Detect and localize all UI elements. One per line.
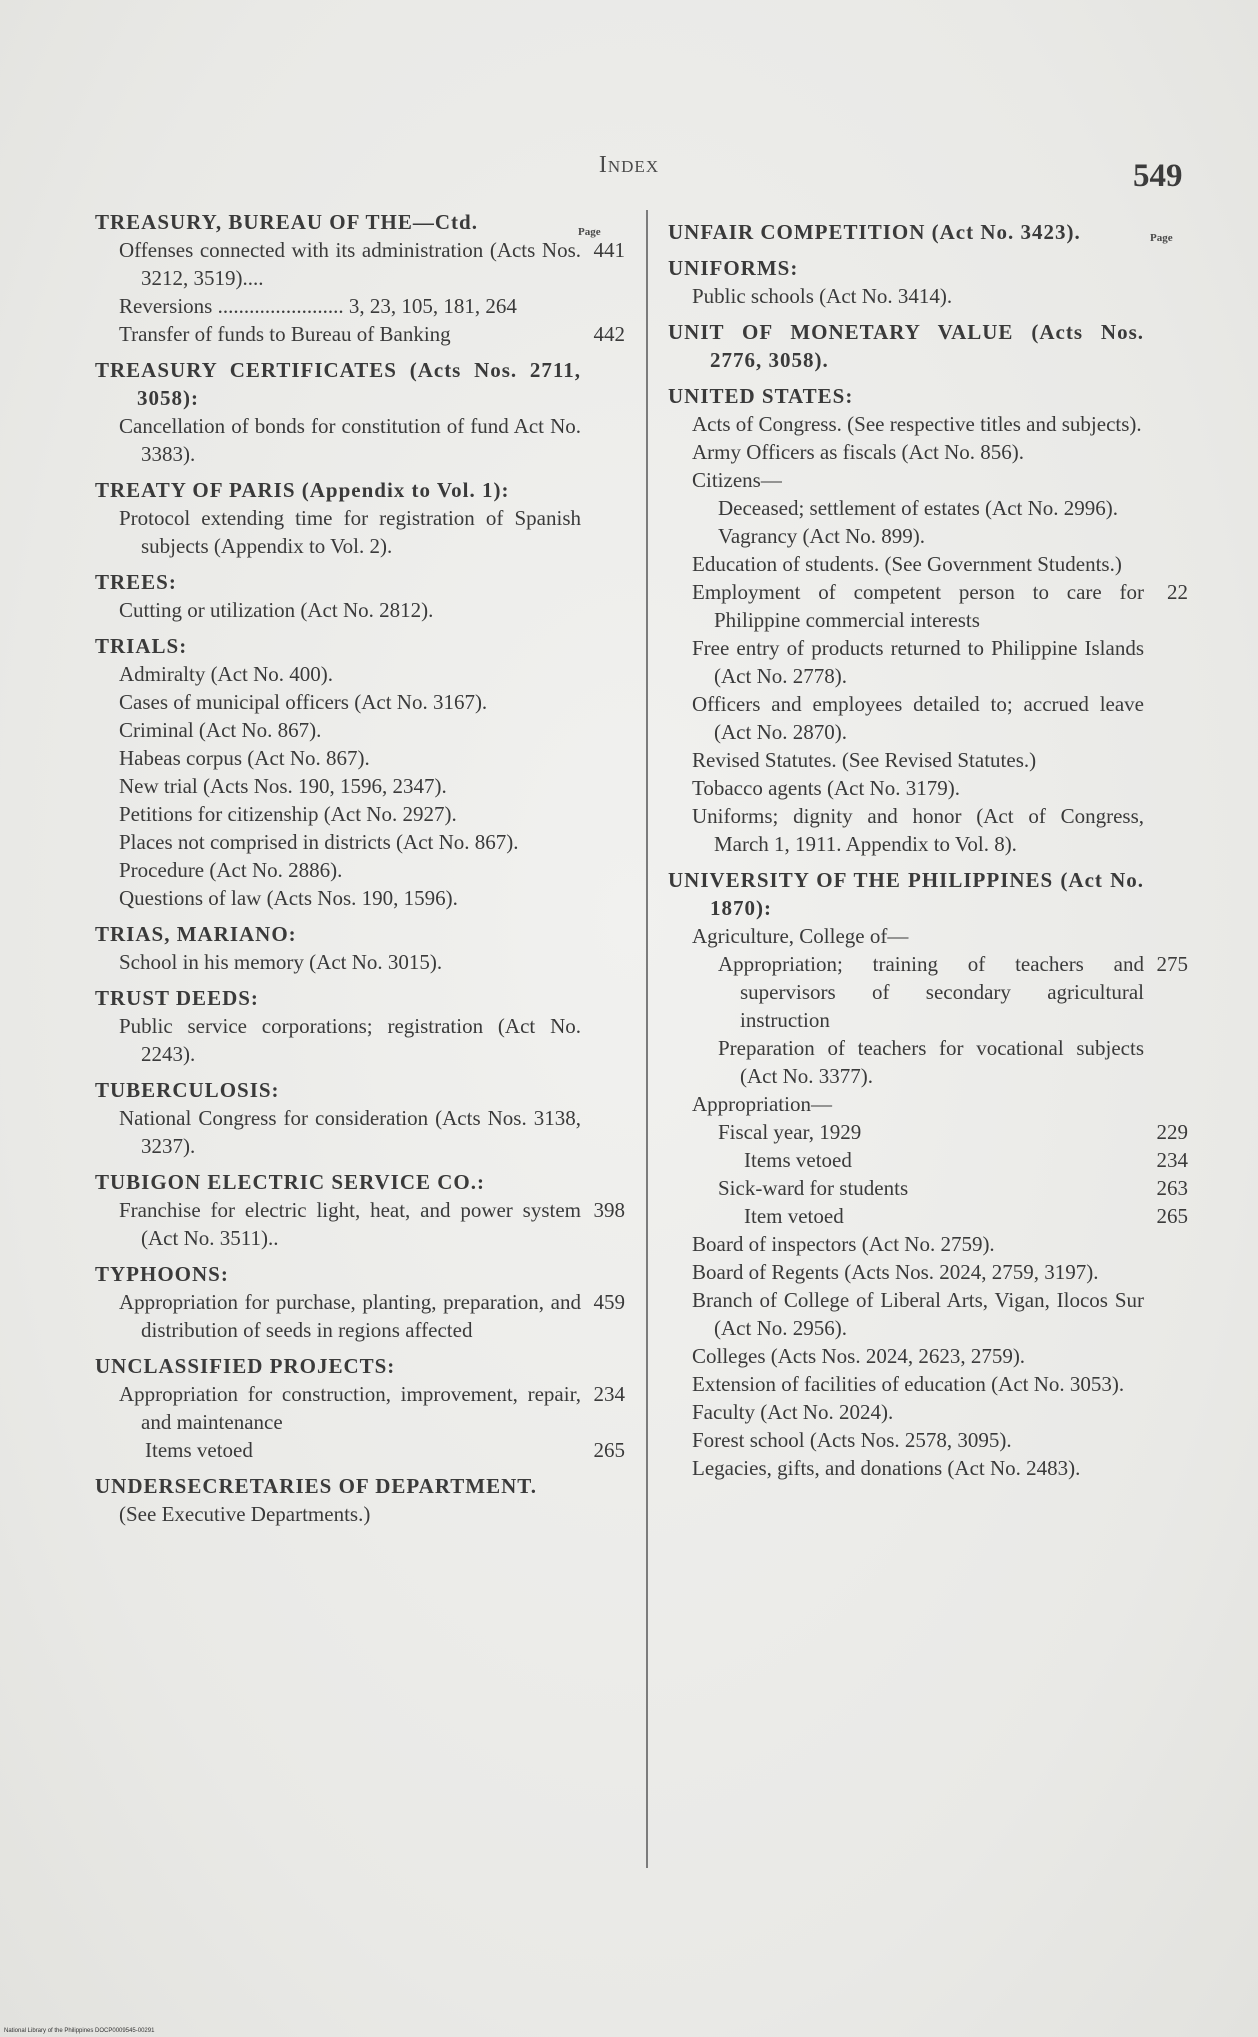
- entry-page-ref: [581, 660, 625, 688]
- index-subentry: [668, 1258, 1188, 1286]
- entry-page-ref: [581, 356, 625, 412]
- index-subentry: [95, 1196, 625, 1252]
- entry-text: TRIALS:: [95, 634, 188, 658]
- entry-page-ref: [581, 1012, 625, 1068]
- entry-page-ref: [1144, 1370, 1188, 1398]
- entry-text: UNIFORMS:: [668, 256, 799, 280]
- entry-text: Board of inspectors (Act No. 2759).: [692, 1232, 995, 1256]
- index-subentry: [668, 802, 1188, 858]
- index-subentry: [668, 1202, 1188, 1230]
- entry-text: Revised Statutes. (See Revised Statutes.): [692, 748, 1037, 772]
- entry-text: Legacies, gifts, and donations (Act No. 2483).: [692, 1456, 1081, 1480]
- index-subentry: [668, 1034, 1188, 1090]
- entry-page-ref: [581, 476, 625, 504]
- index-heading: [95, 632, 625, 660]
- entry-text: TREASURY CERTIFICATES (Acts Nos. 2711, 3058):: [95, 358, 581, 410]
- entry-page-ref: [1144, 282, 1188, 310]
- index-subentry: [668, 1398, 1188, 1426]
- index-subentry: [95, 660, 625, 688]
- index-subentry: [668, 1118, 1188, 1146]
- entry-page-ref: [581, 632, 625, 660]
- entry-text: Offenses connected with its administration (Acts Nos. 3212, 3519)....: [119, 238, 581, 290]
- entry-page-ref: [581, 1260, 625, 1288]
- entry-page-ref: [1144, 1230, 1188, 1258]
- index-subentry: [95, 1104, 625, 1160]
- entry-page-ref: [1144, 866, 1188, 922]
- index-heading: [668, 254, 1188, 282]
- scan-footer: National Library of the Philippines DOCP0009545-00291: [4, 2028, 155, 2034]
- entry-page-ref: [1144, 802, 1188, 858]
- entry-page-ref: 398: [593, 1198, 625, 1222]
- entry-text: UNIT OF MONETARY VALUE (Acts Nos. 2776, 3058).: [668, 320, 1144, 372]
- index-subentry: [95, 1436, 625, 1464]
- index-heading: [95, 1260, 625, 1288]
- entry-text: National Congress for consideration (Acts Nos. 3138, 3237).: [119, 1106, 581, 1158]
- index-subentry: [668, 1426, 1188, 1454]
- entry-text: Item vetoed: [744, 1204, 844, 1228]
- entry-page-ref: [581, 412, 625, 468]
- entry-page-ref: 263: [1156, 1176, 1188, 1200]
- entry-text: Franchise for electric light, heat, and power system (Act No. 3511)..: [119, 1198, 581, 1250]
- entry-page-ref: [1144, 522, 1188, 550]
- entry-text: TREATY OF PARIS (Appendix to Vol. 1):: [95, 478, 510, 502]
- entry-page-ref: [1144, 254, 1188, 282]
- entry-page-ref: 234: [1156, 1148, 1188, 1172]
- entry-text: TREASURY, BUREAU OF THE—Ctd.: [95, 210, 478, 234]
- entry-page-ref: 275: [1156, 952, 1188, 976]
- entry-text: Cases of municipal officers (Act No. 3167).: [119, 690, 488, 714]
- index-subentry: [95, 504, 625, 560]
- index-subentry: [668, 1174, 1188, 1202]
- entry-text: Cutting or utilization (Act No. 2812).: [119, 598, 434, 622]
- index-heading: [668, 218, 1188, 246]
- entry-page-ref: [581, 984, 625, 1012]
- entry-text: Agriculture, College of—: [692, 924, 909, 948]
- entry-page-ref: [581, 1352, 625, 1380]
- entry-page-ref: [1144, 690, 1188, 746]
- entry-text: New trial (Acts Nos. 190, 1596, 2347).: [119, 774, 447, 798]
- entry-page-ref: [1144, 218, 1188, 246]
- column-divider: [646, 210, 648, 1868]
- entry-page-ref: [1144, 1258, 1188, 1286]
- index-subentry: [95, 320, 625, 348]
- index-heading: [95, 476, 625, 504]
- index-subentry: [95, 1012, 625, 1068]
- index-subentry: [668, 634, 1188, 690]
- index-subentry: [95, 716, 625, 744]
- entry-page-ref: 22: [1167, 580, 1188, 604]
- entry-text: Appropriation; training of teachers and supervisors of secondary agricultural instruction: [718, 952, 1144, 1032]
- index-subentry: [668, 410, 1188, 438]
- index-subentry: [95, 800, 625, 828]
- index-subentry: [95, 1500, 625, 1528]
- entry-text: UNITED STATES:: [668, 384, 854, 408]
- index-subentry: [95, 1288, 625, 1344]
- entry-page-ref: 234: [593, 1382, 625, 1406]
- entry-text: Fiscal year, 1929: [718, 1120, 862, 1144]
- entry-text: Extension of facilities of education (Act No. 3053).: [692, 1372, 1125, 1396]
- entry-text: UNCLASSIFIED PROJECTS:: [95, 1354, 396, 1378]
- page-column-label-right: Page: [1150, 232, 1173, 244]
- entry-page-ref: [1144, 1342, 1188, 1370]
- entry-page-ref: [581, 772, 625, 800]
- left-index-column: [95, 208, 625, 1528]
- entry-text: Protocol extending time for registration of Spanish subjects (Appendix to Vol. 2).: [119, 506, 581, 558]
- index-subentry: [668, 922, 1188, 950]
- entry-page-ref: [1144, 1286, 1188, 1342]
- entry-page-ref: [1144, 438, 1188, 466]
- index-heading: [95, 984, 625, 1012]
- right-index-column: [668, 218, 1188, 1482]
- entry-page-ref: [581, 1168, 625, 1196]
- entry-page-ref: [581, 1104, 625, 1160]
- index-heading: [95, 1352, 625, 1380]
- entry-page-ref: [1144, 410, 1188, 438]
- entry-text: Officers and employees detailed to; accrued leave (Act No. 2870).: [692, 692, 1144, 744]
- entry-page-ref: [1144, 774, 1188, 802]
- index-subentry: [668, 522, 1188, 550]
- entry-page-ref: [1144, 494, 1188, 522]
- entry-text: TUBIGON ELECTRIC SERVICE CO.:: [95, 1170, 485, 1194]
- index-subentry: [668, 438, 1188, 466]
- index-subentry: [95, 828, 625, 856]
- entry-page-ref: [1144, 1398, 1188, 1426]
- entry-page-ref: [1144, 922, 1188, 950]
- entry-page-ref: [1144, 1426, 1188, 1454]
- entry-page-ref: [581, 1076, 625, 1104]
- entry-page-ref: [581, 856, 625, 884]
- index-subentry: [95, 884, 625, 912]
- index-heading: [95, 1168, 625, 1196]
- entry-text: Forest school (Acts Nos. 2578, 3095).: [692, 1428, 1012, 1452]
- index-subentry: [95, 744, 625, 772]
- page-column-label-left: Page: [578, 226, 601, 238]
- entry-text: Education of students. (See Government Students.): [692, 552, 1122, 576]
- index-subentry: [668, 1342, 1188, 1370]
- entry-text: (See Executive Departments.): [119, 1502, 371, 1526]
- running-header: Index: [598, 152, 660, 178]
- entry-page-ref: [1144, 634, 1188, 690]
- entry-text: Items vetoed: [744, 1148, 852, 1172]
- entry-page-ref: 442: [593, 322, 625, 346]
- index-subentry: [95, 1380, 625, 1436]
- entry-text: Preparation of teachers for vocational subjects (Act No. 3377).: [718, 1036, 1144, 1088]
- page-number: 549: [1133, 158, 1183, 194]
- index-heading: [95, 1076, 625, 1104]
- entry-text: Faculty (Act No. 2024).: [692, 1400, 894, 1424]
- entry-text: Sick-ward for students: [718, 1176, 909, 1200]
- entry-text: TREES:: [95, 570, 177, 594]
- entry-text: Public schools (Act No. 3414).: [692, 284, 953, 308]
- index-subentry: [668, 1230, 1188, 1258]
- index-heading: [668, 318, 1188, 374]
- index-subentry: [95, 412, 625, 468]
- index-subentry: [95, 772, 625, 800]
- entry-page-ref: [581, 504, 625, 560]
- entry-text: UNFAIR COMPETITION (Act No. 3423).: [668, 220, 1081, 244]
- index-subentry: [668, 466, 1188, 494]
- entry-page-ref: [1144, 746, 1188, 774]
- entry-page-ref: [581, 596, 625, 624]
- index-heading: [95, 356, 625, 412]
- entry-text: Places not comprised in districts (Act No. 867).: [119, 830, 519, 854]
- entry-page-ref: [581, 716, 625, 744]
- index-subentry: [95, 236, 625, 292]
- entry-page-ref: [581, 1500, 625, 1528]
- entry-text: Citizens—: [692, 468, 782, 492]
- entry-page-ref: [581, 828, 625, 856]
- index-heading: [668, 866, 1188, 922]
- index-subentry: [668, 1146, 1188, 1174]
- entry-page-ref: [581, 292, 625, 320]
- entry-page-ref: [1144, 382, 1188, 410]
- entry-text: School in his memory (Act No. 3015).: [119, 950, 443, 974]
- entry-page-ref: [581, 744, 625, 772]
- entry-page-ref: [1144, 466, 1188, 494]
- entry-page-ref: [1144, 1034, 1188, 1090]
- entry-text: UNDERSECRETARIES OF DEPARTMENT.: [95, 1474, 537, 1498]
- entry-page-ref: [581, 208, 625, 236]
- entry-page-ref: 229: [1156, 1120, 1188, 1144]
- entry-page-ref: [581, 920, 625, 948]
- entry-page-ref: [1144, 1090, 1188, 1118]
- entry-text: Public service corporations; registration (Act No. 2243).: [119, 1014, 581, 1066]
- index-subentry: [95, 596, 625, 624]
- entry-page-ref: [581, 1472, 625, 1500]
- entry-text: Appropriation for construction, improvement, repair, and maintenance: [119, 1382, 581, 1434]
- entry-text: Branch of College of Liberal Arts, Vigan, Ilocos Sur (Act No. 2956).: [692, 1288, 1144, 1340]
- entry-text: Vagrancy (Act No. 899).: [718, 524, 926, 548]
- index-heading: [95, 1472, 625, 1500]
- entry-text: Deceased; settlement of estates (Act No. 2996).: [718, 496, 1119, 520]
- index-subentry: [668, 550, 1188, 578]
- index-heading: [95, 568, 625, 596]
- entry-page-ref: [1144, 550, 1188, 578]
- entry-text: Criminal (Act No. 867).: [119, 718, 322, 742]
- index-subentry: [668, 1090, 1188, 1118]
- index-subentry: [668, 1370, 1188, 1398]
- entry-text: Free entry of products returned to Philippine Islands (Act No. 2778).: [692, 636, 1144, 688]
- entry-text: Colleges (Acts Nos. 2024, 2623, 2759).: [692, 1344, 1026, 1368]
- entry-page-ref: [581, 568, 625, 596]
- index-subentry: [668, 282, 1188, 310]
- index-subentry: [95, 948, 625, 976]
- entry-page-ref: 265: [593, 1438, 625, 1462]
- index-subentry: [668, 690, 1188, 746]
- index-subentry: [95, 292, 625, 320]
- entry-text: Questions of law (Acts Nos. 190, 1596).: [119, 886, 458, 910]
- index-heading: [95, 920, 625, 948]
- entry-text: Reversions ........................ 3, 23, 105, 181, 264: [119, 294, 517, 318]
- entry-page-ref: 459: [593, 1290, 625, 1314]
- entry-page-ref: [581, 800, 625, 828]
- entry-text: Army Officers as fiscals (Act No. 856).: [692, 440, 1025, 464]
- entry-text: Tobacco agents (Act No. 3179).: [692, 776, 960, 800]
- entry-page-ref: [581, 688, 625, 716]
- entry-page-ref: 441: [593, 238, 625, 262]
- entry-text: TRUST DEEDS:: [95, 986, 259, 1010]
- entry-text: Uniforms; dignity and honor (Act of Congress, March 1, 1911. Appendix to Vol. 8).: [692, 804, 1144, 856]
- index-heading: [668, 382, 1188, 410]
- entry-page-ref: [1144, 318, 1188, 374]
- entry-text: Cancellation of bonds for constitution of fund Act No. 3383).: [119, 414, 581, 466]
- index-subentry: [668, 1286, 1188, 1342]
- entry-text: Employment of competent person to care for Philippine commercial interests: [692, 580, 1144, 632]
- entry-page-ref: 265: [1156, 1204, 1188, 1228]
- entry-text: TYPHOONS:: [95, 1262, 229, 1286]
- entry-text: Acts of Congress. (See respective titles and subjects).: [692, 412, 1142, 436]
- entry-text: Procedure (Act No. 2886).: [119, 858, 343, 882]
- entry-text: Board of Regents (Acts Nos. 2024, 2759, 3197).: [692, 1260, 1099, 1284]
- entry-text: TRIAS, MARIANO:: [95, 922, 297, 946]
- index-subentry: [95, 856, 625, 884]
- entry-page-ref: [1144, 1454, 1188, 1482]
- index-subentry: [668, 494, 1188, 522]
- entry-text: TUBERCULOSIS:: [95, 1078, 280, 1102]
- entry-text: Habeas corpus (Act No. 867).: [119, 746, 370, 770]
- entry-text: Admiralty (Act No. 400).: [119, 662, 334, 686]
- entry-text: Items vetoed: [145, 1438, 253, 1462]
- entry-text: Appropriation for purchase, planting, preparation, and distribution of seeds in regions affected: [119, 1290, 581, 1342]
- entry-text: UNIVERSITY OF THE PHILIPPINES (Act No. 1870):: [668, 868, 1144, 920]
- entry-page-ref: [581, 884, 625, 912]
- index-subentry: [668, 746, 1188, 774]
- index-subentry: [95, 688, 625, 716]
- entry-page-ref: [581, 948, 625, 976]
- index-subentry: [668, 1454, 1188, 1482]
- index-subentry: [668, 950, 1188, 1034]
- index-heading: [95, 208, 625, 236]
- index-subentry: [668, 578, 1188, 634]
- entry-text: Petitions for citizenship (Act No. 2927).: [119, 802, 457, 826]
- entry-text: Appropriation—: [692, 1092, 832, 1116]
- entry-text: Transfer of funds to Bureau of Banking: [119, 322, 451, 346]
- index-subentry: [668, 774, 1188, 802]
